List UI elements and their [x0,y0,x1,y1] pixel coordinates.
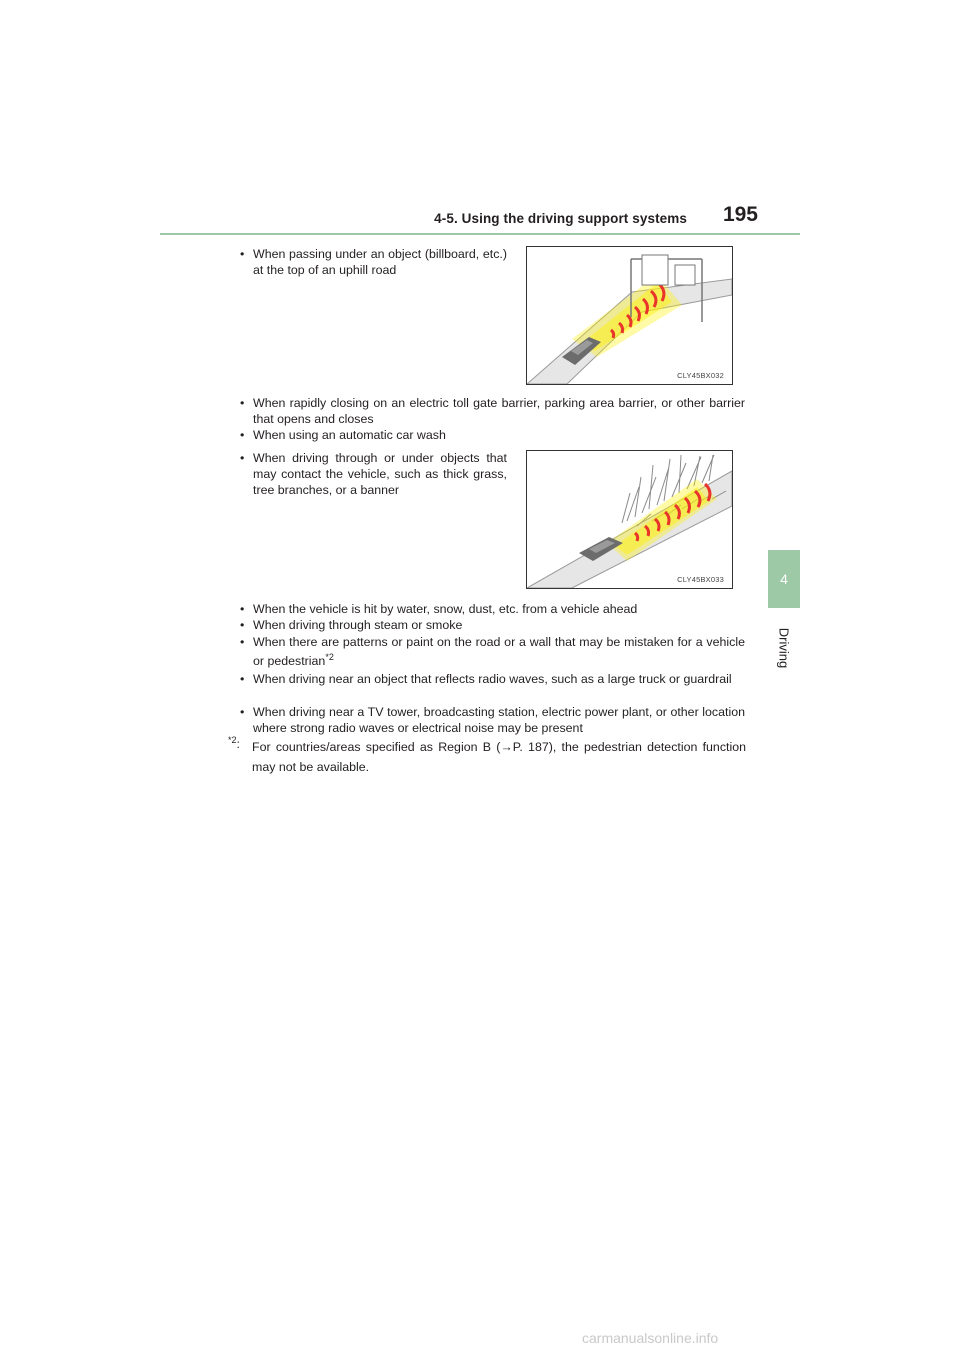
footnote [228,734,746,777]
bullet-marker: • [240,247,245,261]
illustration-billboard-uphill [526,246,733,385]
bullet-text: When driving through or under objects that may contact the vehicle, such as thick grass, tree branches, or a banner [253,451,507,497]
list-item [240,246,507,278]
bullet-text: When the vehicle is hit by water, snow, dust, etc. from a vehicle ahead [253,602,638,616]
footnote-text: For countries/areas specified as Region B (→P. 187), the pedestrian detection function may not be available. [252,740,746,774]
footnote-colon: : [236,737,240,751]
illustration-thick-grass [526,450,733,589]
bullet-text: When driving near an object that reflects radio waves, such as a large truck or guardrail [253,672,732,686]
list-item [240,450,507,498]
list-item [240,617,745,633]
chapter-number: 4 [780,571,788,587]
chapter-label: Driving [776,627,792,669]
bullet-text: When using an automatic car wash [253,428,446,442]
section-title: 4-5. Using the driving support systems [434,211,687,226]
figure-code: CLY45BX032 [677,371,724,380]
list-item [240,671,745,687]
footnote-mark: *2 [228,734,237,745]
bullet-marker: • [240,396,245,410]
watermark: carmanualsonline.info [582,1330,719,1346]
thick-grass-drawing [527,451,732,588]
bullet-marker: • [240,705,245,719]
bullet-text: When there are patterns or paint on the road or a wall that may be mistaken for a vehicle or pedestrian [253,635,745,668]
footnote-ref: *2 [325,651,334,662]
bullet-marker: • [240,618,245,632]
bullet-marker: • [240,635,245,649]
billboard-uphill-drawing [527,247,732,384]
bullet-marker: • [240,602,245,616]
bullet-text: When passing under an object (billboard, etc.) at the top of an uphill road [253,247,507,277]
list-item [240,427,745,443]
list-item [240,601,745,617]
bullet-marker: • [240,672,245,686]
header-rule [160,233,800,235]
page-header [160,203,800,235]
bullet-text: When rapidly closing on an electric toll gate barrier, parking area barrier, or other barrier that opens and closes [253,396,745,426]
chapter-tab[interactable] [768,550,800,608]
bullet-marker: • [240,451,245,465]
bullet-text: When driving through steam or smoke [253,618,463,632]
bullet-marker: • [240,428,245,442]
bullet-text: When driving near a TV tower, broadcasting station, electric power plant, or other location where strong radio waves or electrical noise may be present [253,705,745,735]
list-item [240,633,745,671]
list-item [240,704,745,736]
list-item [240,395,745,427]
figure-code: CLY45BX033 [677,575,724,584]
page-number: 195 [722,203,758,226]
